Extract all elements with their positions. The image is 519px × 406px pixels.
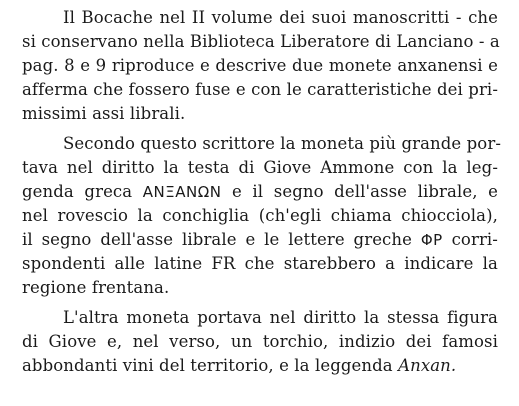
text-line: si conservano nella Biblioteca Liberatore di Lanciano - a [22,32,500,51]
text-line: regione frentana. [22,278,170,297]
italic-legend: Anxan. [398,356,457,375]
text-line [22,180,498,204]
text-line: pag. 8 e 9 riproduce e descrive due monete anxanensi e [22,56,498,75]
text-line: L'altra moneta portava nel diritto la stessa figura [63,308,498,327]
text-line: missimi assi librali. [22,104,186,123]
text-line: tava nel diritto la testa di Giove Ammone con la leg- [22,158,498,177]
text-segment: corri- [451,230,498,249]
text-line [22,228,498,252]
text-segment: il segno dell'asse librale e le lettere greche [22,230,412,249]
text-line: Il Bocache nel II volume dei suoi manoscritti - che [63,8,498,27]
text-segment: genda greca [22,182,133,201]
text-line: nel rovescio la conchiglia (ch'egli chiama chiocciola), [22,206,498,225]
text-segment: e il segno dell'asse librale, e [232,182,498,201]
text-line: afferma che fossero fuse e con le caratteristiche dei pri- [22,80,498,99]
text-line [22,354,498,378]
text-line: Secondo questo scrittore la moneta più grande por- [63,134,502,153]
greek-letters: ΦΡ [420,231,443,249]
greek-legend: ΑΝΞΑΝΩΝ [142,183,222,201]
text-line: di Giove e, nel verso, un torchio, indizio dei famosi [22,332,498,351]
text-line: spondenti alle latine FR che starebbero a indicare la [22,254,498,273]
text-segment: abbondanti vini del territorio, e la leggenda [22,356,393,375]
